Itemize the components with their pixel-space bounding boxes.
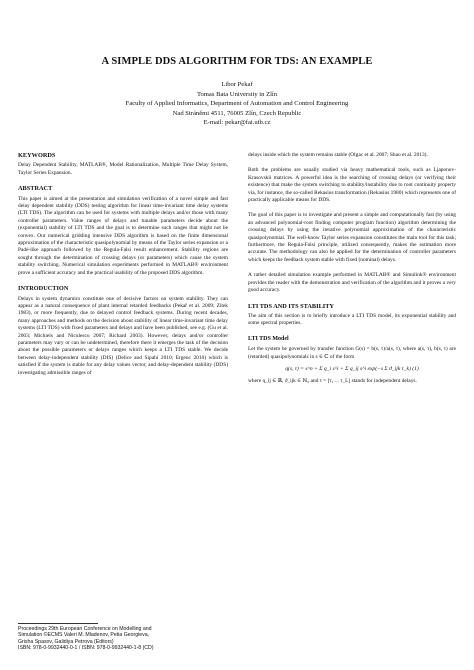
footer-line-3: Grisha Spasov, Galidiya Petrova (Editors): [18, 638, 114, 645]
left-column: [18, 152, 228, 385]
abstract-heading: ABSTRACT: [18, 185, 53, 193]
right-paragraph-3: The goal of this paper is to investigate and present a simple and computationally fast (by using an advanced polynomial-root finding computer program function) algorithm determining the crossing delays by using the iterative polynomial approximation of the characteristic quasipolynomial. The well-know Taylor series expansion constitutes the main tool for this task; furthermore, the Regula-Falsi principle, utilized consequently, makes the estimation more accurate. The methodology can also be applied for the determination of controller parameters which keeps the feedback system stable with fixed (nominal) delays.: [248, 212, 456, 263]
footer-rule: [18, 623, 98, 624]
footer-line-4: ISBN: 978-0-9932440-0-1 / ISBN: 978-0-9932440-1-8 (CD): [18, 645, 154, 652]
lti-tds-intro: The aim of this section is to briefly introduce a LTI TDS model, its exponential stability and some spectral properties.: [248, 312, 456, 327]
abstract-text: This paper is aimed at the presentation and simulation verification of a novel simple and fast delay dependent stability (DDS) testing algorithm for linear time-invariant time delay systems (LTI TDS). The algorithm can be used for systems with multiple delays and/or those with many controller parameters. Value ranges of delays and tunable parameters decide about the (exponential) stability of LTI TDS and the goal is to determine such ranges that might not be convex. Our numerical gridding intensive DDS algorithm is based on the finite dimensional approximation of the characteristic quasipolynomial by means of the Taylor series expansion or a Padé-like approach followed by the Regula-Falsi result enhancement. Stability regions are sought through the determination of crossing delays (or parameters) which cause the system stability switching. Numerical simulation experiments performed in MATLAB® environment prove a sufficient accuracy and the practical usability of the proposed DDS algorithm.: [18, 195, 228, 276]
author-affiliation-faculty: Faculty of Applied Informatics, Department of Automation and Control Engineering: [125, 100, 349, 108]
keywords-text: Delay Dependent Stability, MATLAB®, Model Rationalization, Multiple Time Delay System, Taylor Series Expansion.: [18, 162, 228, 176]
lti-tds-model-heading: LTI TDS Model: [248, 335, 289, 342]
proceedings-footer: [18, 626, 228, 652]
introduction-text: Delays in system dynamics constitute one of decisive factors on system stability. They can appear as a natural consequence of plant internal retarded feedbacks (Pekař et al. 2009; Zítek 1983), or more frequently, due to delayed control feedback systems. During recent decades, many approaches and methods on the decision about stability of linear time-invariant time delay systems (LTI TDS) with fixed parameters and delays and have been published, see e.g. (Gu et al. 2003; Michiels and Niculescu 2007; Richard 2003). However, delays and/or controller parameters may vary or can be undetermined, therefore there it emerges the task of the decision about the possible parameters or delays ranges which keeps a LTI TDS stable. We decide between delay-independent stability (DIS) (Delice and Sipahi 2010; Ergenc 2010) which is satisfied if the system is stable for any delay values vector, and delay-dependent stability (DDS) investigating admissible ranges of: [18, 295, 228, 376]
right-paragraph-4: A rather detailed simulation example performed in MATLAB® and Simulink® environment provides the reader with the demonstration and verification of the algorithm and it proves a very good accuracy.: [248, 272, 456, 294]
introduction-heading: INTRODUCTION: [18, 285, 69, 293]
right-column: [248, 152, 456, 394]
footer-line-1: Proceedings 29th European Conference on Modelling and: [18, 626, 152, 632]
author-affiliation-university: Tomas Bata University in Zlín: [196, 90, 278, 98]
author-block: [20, 80, 454, 128]
lti-tds-model-text: Let the system be governed by transfer function G(s) = b(s, τ)/a(s, τ), where a(s, τ), b(s, τ) are (retarded) quasipolynomials in s ∈ ℂ of the form: [248, 346, 456, 360]
right-paragraph-1: delays inside which the system remains stable (Olgac et al. 2007; Shao et al. 2013).: [248, 152, 428, 158]
equation-1: q(s, τ) = s^n + Σ q_i s^i + Σ q_ij s^i exp(−s Σ ϑ_ijk τ_k) (1): [285, 365, 419, 372]
author-email: E-mail: pekar@fai.utb.cz: [203, 119, 271, 127]
lti-tds-heading: LTI TDS AND ITS STABILITY: [248, 302, 334, 310]
right-paragraph-2: Both the problems are usually studied via heavy mathematical tools, such as Ljaponov-Krasovskii matrices. A powerful idea is the searching of crossing delays (or verifying their existence) that make the system switching to stability/instability due to root continuity property via, for instance, the so-called Rekasius transformation (Rekasius 1980) which represents one of practically applicable means for DDS.: [248, 167, 456, 204]
paper-title: A SIMPLE DDS ALGORITHM FOR TDS: AN EXAMPLE: [101, 56, 373, 67]
keywords-heading: KEYWORDS: [18, 152, 56, 159]
author-name: Libor Pekař: [221, 81, 253, 88]
lti-tds-after-equation: where q_ij ∈ ℝ, ϑ_ijk ∈ ℕ₀ and τ = [τ₁ ... τ_L] stands for independent delays.: [248, 378, 417, 385]
footer-line-2: Simulation ©ECMS Valeri M. Mladenov, Petia Georgieva,: [18, 632, 150, 639]
author-address: Nad Stráněmi 4511, 76005 Zlín, Czech Republic: [172, 109, 302, 117]
